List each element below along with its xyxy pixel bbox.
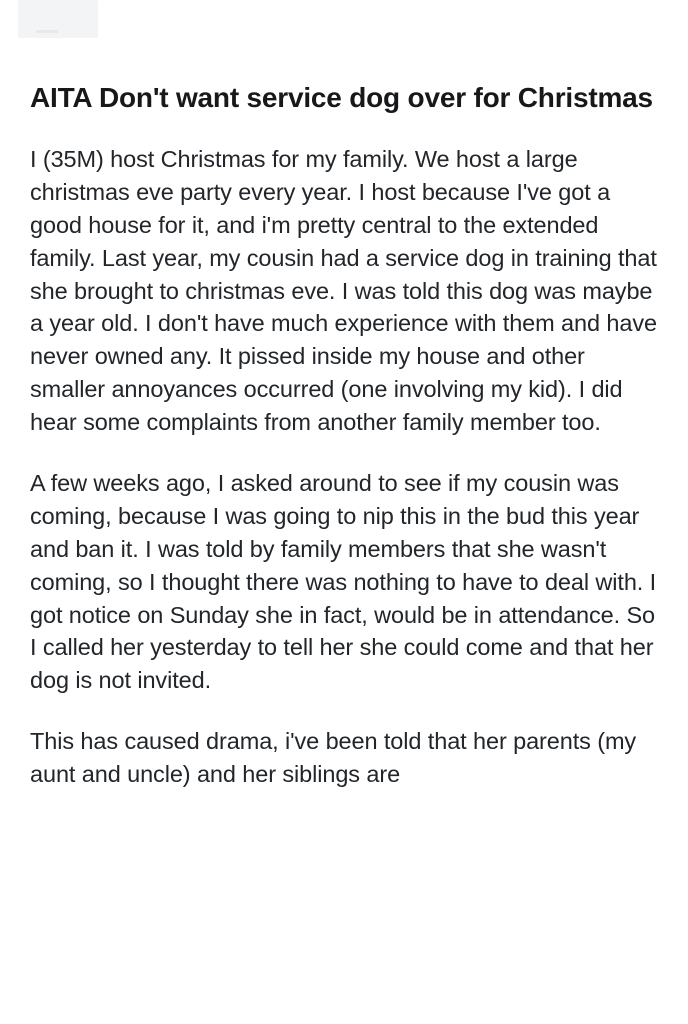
post-paragraph-1: I (35M) host Christmas for my family. We host a large christmas eve party every year. I host because I've got a good house for it, and i'm pretty central to the extended family. Last year, my cousin had a service dog in training that she brought to christmas eve. I was told this dog was maybe a year old. I don't have much experience with them and have never owned any. It pissed inside my house and other smaller annoyances occurred (one involving my kid). I did hear some complaints from another family member too. <box>30 145 657 436</box>
post-content <box>0 58 688 791</box>
faint-placeholder-block <box>18 0 98 38</box>
post-paragraph-2: A few weeks ago, I asked around to see if my cousin was coming, because I was going to nip this in the bud this year and ban it. I was told by family members that she wasn't coming, so I thought there was nothing to have to deal with. I got notice on Sunday she in fact, would be in attendance. So I called her yesterday to tell her she could come and that her dog is not invited. <box>30 469 657 694</box>
post-paragraph-3: This has caused drama, i've been told that her parents (my aunt and uncle) and her siblings are <box>30 728 637 788</box>
top-banner-area <box>0 0 688 58</box>
page-title: AITA Don't want service dog over for Christmas <box>30 82 653 113</box>
faint-placeholder-line <box>36 30 58 33</box>
